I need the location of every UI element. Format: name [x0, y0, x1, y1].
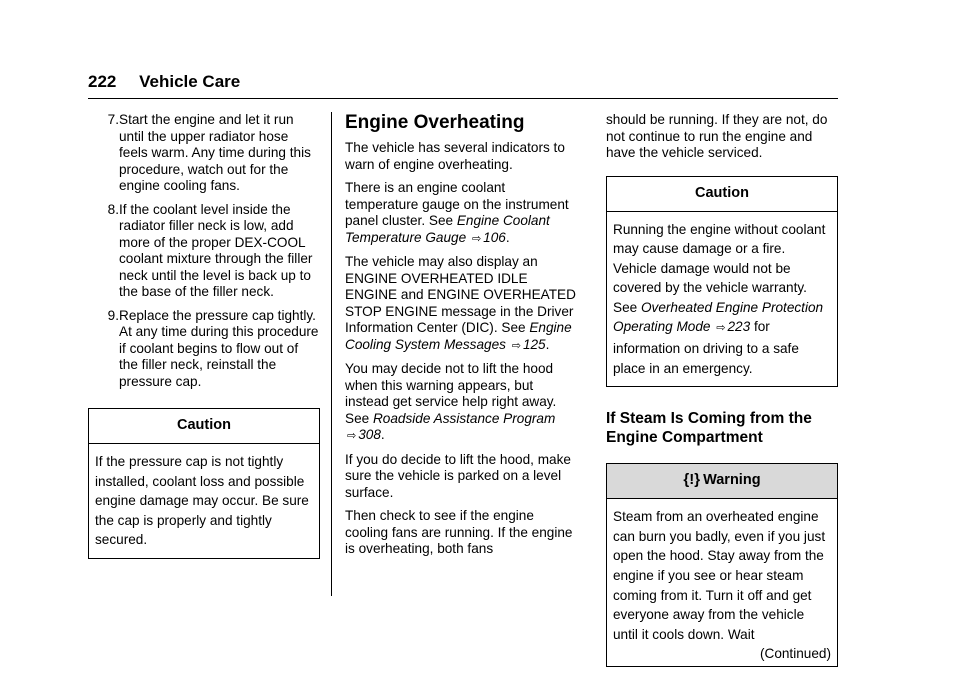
step-number: 7 .	[93, 112, 119, 129]
step-text: If the coolant level inside the radiator filler neck is low, add more of the proper DEX-COOL coolant mixture through the filler neck until the level is back up to the base of the filler neck.	[119, 201, 313, 299]
page-reference[interactable]: 223	[727, 319, 751, 335]
list-item	[88, 112, 320, 195]
page-header	[88, 72, 838, 92]
paragraph: should be running. If they are not, do not continue to run the engine and have the vehicle serviced.	[606, 112, 828, 160]
cross-reference-link[interactable]: Engine Cooling System Messages	[345, 320, 572, 352]
step-text: Start the engine and let it run until the upper radiator hose feels warm. Any time during this procedure, watch out for the engine cooling fans.	[119, 112, 311, 193]
period: .	[380, 427, 385, 442]
paragraph-text: There is an engine coolant temperature gauge on the instrument panel cluster. See	[345, 180, 569, 228]
page-reference[interactable]: 106	[483, 229, 506, 245]
paragraph-text: You may decide not to lift the hood when this warning appears, but instead get service help right away. See	[345, 361, 557, 426]
warning-body	[607, 499, 837, 666]
paragraph-text: The vehicle may also display an ENGINE OVERHEATED IDLE ENGINE and ENGINE OVERHEATED STOP ENGINE message in the Driver Information Center (DIC). See	[345, 254, 576, 335]
warning-icon: {!}	[683, 471, 701, 489]
section-title: Vehicle Care	[139, 72, 241, 91]
step-text: Replace the pressure cap tightly. At any time during this procedure if coolant begins to flow out of the filler neck, reinstall the pressure cap.	[119, 307, 319, 389]
caution-box	[606, 176, 838, 388]
header-rule	[88, 98, 838, 99]
procedure-steps	[88, 112, 320, 390]
paragraph	[345, 180, 577, 247]
caution-title: Caution	[89, 409, 319, 444]
page-reference[interactable]: 308	[358, 427, 381, 442]
caution-title: Caution	[607, 177, 837, 212]
page-arrow-icon: ⇨	[511, 339, 521, 352]
list-item	[88, 202, 320, 301]
page-arrow-icon: ⇨	[347, 430, 357, 442]
page-number: 222	[88, 72, 117, 91]
page-reference[interactable]: 125	[522, 336, 546, 352]
page-arrow-icon: ⇨	[471, 232, 482, 245]
warning-title: Warning	[703, 472, 761, 489]
paragraph	[345, 254, 577, 354]
page-arrow-icon: ⇨	[716, 322, 726, 335]
section-heading: Engine Overheating	[345, 112, 525, 133]
step-number: 8 .	[93, 202, 119, 219]
list-item	[88, 308, 320, 391]
subsection-heading: If Steam Is Coming from the Engine Compartment	[606, 410, 812, 447]
caution-text: Running the engine without coolant may cause damage or a fire. Vehicle damage would not be covered by the vehicle warranty. See	[613, 221, 826, 315]
paragraph: The vehicle has several indicators to warn of engine overheating.	[345, 140, 565, 172]
period: .	[545, 336, 550, 352]
paragraph: If you do decide to lift the hood, make sure the vehicle is parked on a level surface.	[345, 451, 571, 500]
warning-title-bar	[607, 464, 837, 499]
caution-box	[88, 408, 320, 559]
cross-reference-link[interactable]: Roadside Assistance Program	[372, 410, 556, 426]
paragraph: Then check to see if the engine cooling fans are running. If the engine is overheating, both fans	[345, 508, 573, 556]
caution-body	[607, 212, 837, 387]
cross-reference-link[interactable]: Overheated Engine Protection Operating Mode	[613, 299, 824, 335]
column-1	[88, 112, 320, 559]
column-2	[345, 112, 577, 565]
warning-box	[606, 463, 838, 667]
caution-text: for information on driving to a safe place in an emergency.	[613, 319, 799, 376]
warning-text: Steam from an overheated engine can burn you badly, even if you just open the hood. Stay away from the engine if you see or hear steam coming from it. Turn it off and get everyone away from the vehicle until it cools down. Wait	[613, 509, 826, 642]
continued-label: (Continued)	[759, 646, 831, 662]
column-3	[606, 112, 838, 667]
period: .	[505, 229, 510, 245]
column-divider	[331, 112, 332, 596]
cross-reference-link[interactable]: Engine Coolant Temperature Gauge	[345, 213, 550, 245]
caution-body: If the pressure cap is not tightly installed, coolant loss and possible engine damage may occur. Be sure the cap is properly and tightly secured.	[95, 454, 309, 548]
step-number: 9 .	[93, 308, 119, 325]
paragraph	[345, 361, 577, 445]
